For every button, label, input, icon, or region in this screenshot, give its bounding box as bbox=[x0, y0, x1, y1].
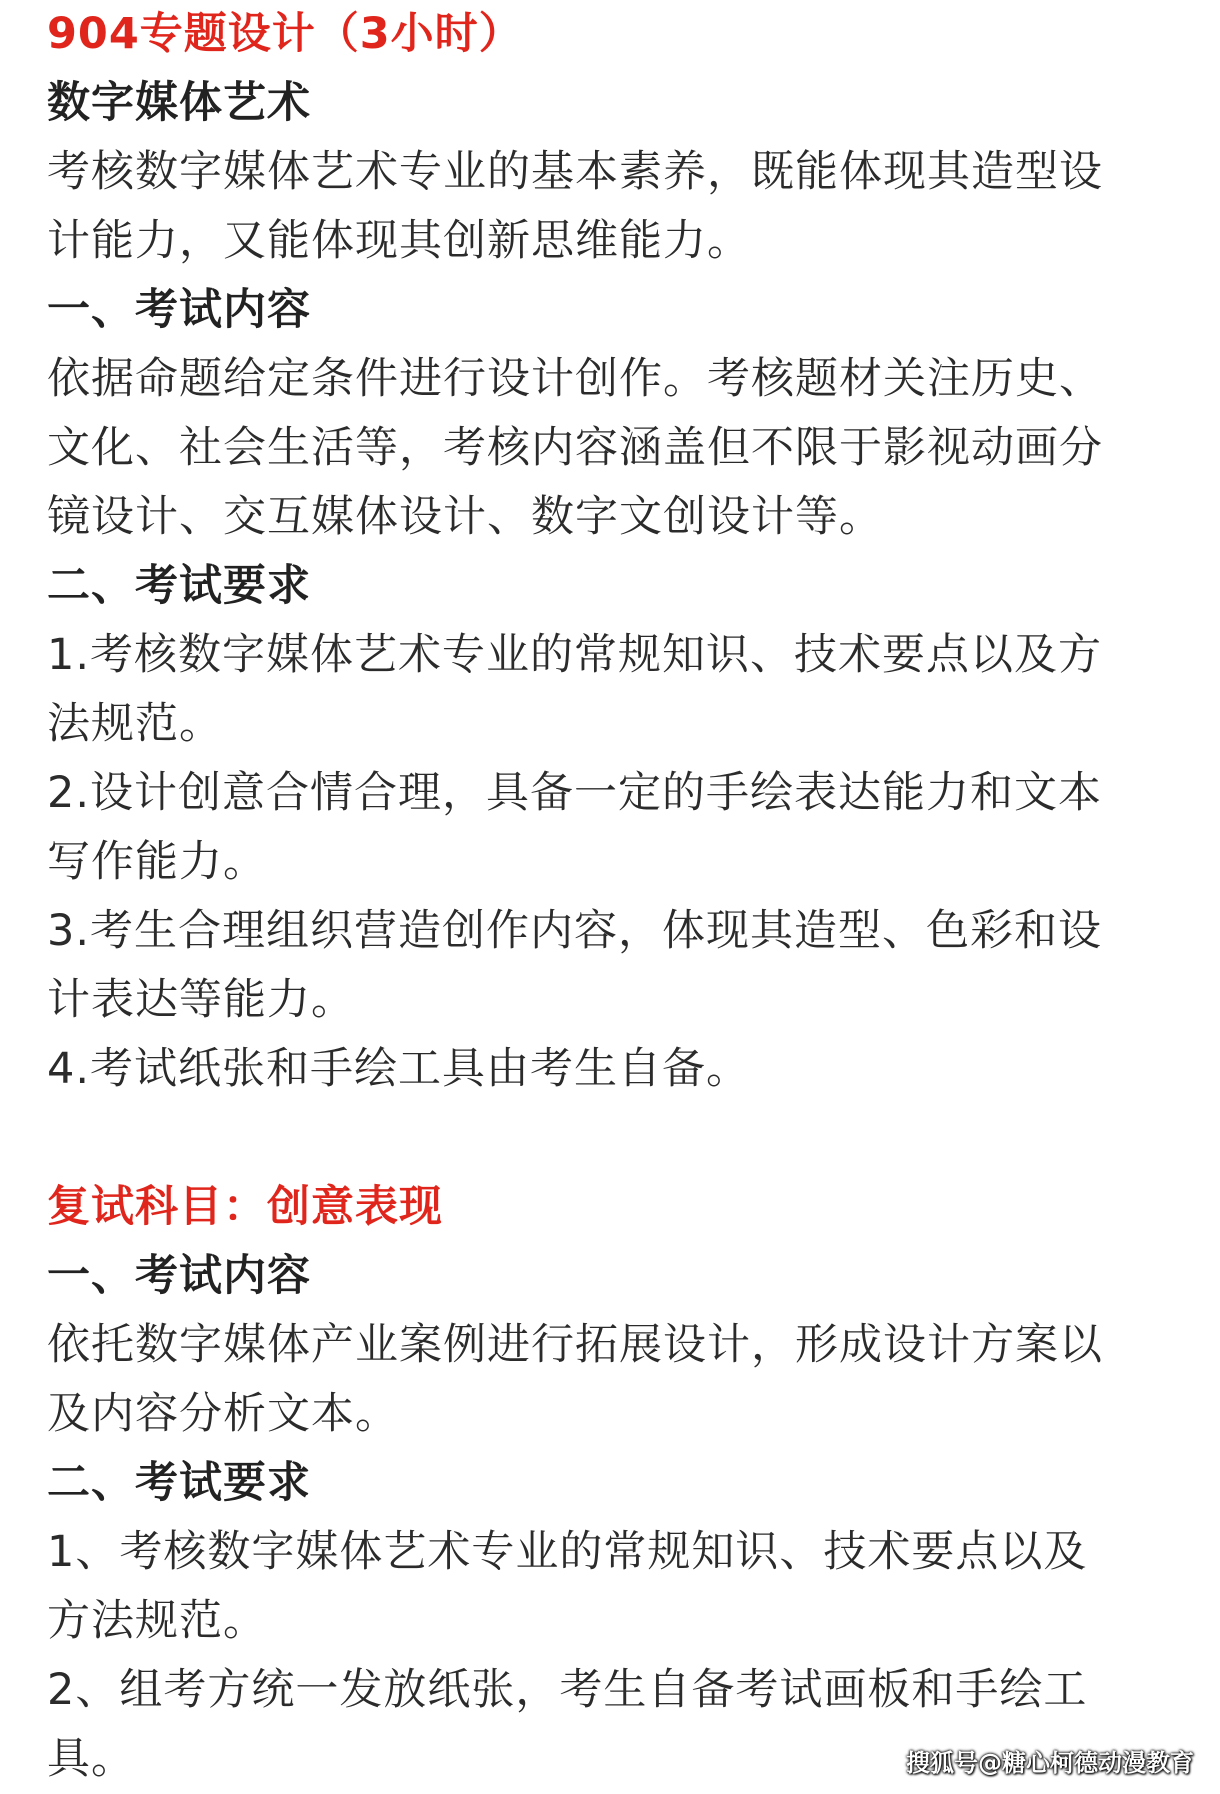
section-spacer bbox=[47, 1104, 1187, 1173]
requirement-line: 3.考生合理组织营造创作内容，体现其造型、色彩和设 bbox=[47, 906, 1103, 956]
requirements-heading: 二、考试要求 bbox=[47, 561, 311, 611]
content-heading: 一、考试内容 bbox=[47, 285, 311, 335]
requirement-line: 4.考试纸张和手绘工具由考生自备。 bbox=[47, 1044, 751, 1094]
intro-line: 考核数字媒体艺术专业的基本素养，既能体现其造型设 bbox=[47, 147, 1103, 197]
subject-heading: 数字媒体艺术 bbox=[47, 78, 311, 128]
content-line: 文化、社会生活等，考核内容涵盖但不限于影视动画分 bbox=[47, 423, 1103, 473]
intro-line: 计能力，又能体现其创新思维能力。 bbox=[47, 216, 751, 266]
document bbox=[47, 0, 1187, 1794]
requirement-line: 法规范。 bbox=[47, 699, 223, 749]
requirement-line: 2.设计创意合情合理，具备一定的手绘表达能力和文本 bbox=[47, 768, 1103, 818]
requirement-line: 方法规范。 bbox=[47, 1596, 267, 1646]
content-line: 依据命题给定条件进行设计创作。考核题材关注历史、 bbox=[47, 354, 1103, 404]
requirement-line: 1.考核数字媒体艺术专业的常规知识、技术要点以及方 bbox=[47, 630, 1103, 680]
content-heading: 一、考试内容 bbox=[47, 1251, 311, 1301]
exam-title: 904专题设计（3小时） bbox=[47, 9, 523, 59]
requirements-heading: 二、考试要求 bbox=[47, 1458, 311, 1508]
requirement-line: 1、考核数字媒体艺术专业的常规知识、技术要点以及 bbox=[47, 1527, 1088, 1577]
content-line: 镜设计、交互媒体设计、数字文创设计等。 bbox=[47, 492, 883, 542]
requirement-line: 写作能力。 bbox=[47, 837, 267, 887]
requirement-line: 具。 bbox=[47, 1734, 135, 1784]
requirement-line: 2、组考方统一发放纸张，考生自备考试画板和手绘工 bbox=[47, 1665, 1088, 1715]
watermark: 搜狐号@糖心柯德动漫教育 bbox=[906, 1749, 1194, 1777]
retest-title: 复试科目：创意表现 bbox=[47, 1182, 443, 1232]
content-line: 及内容分析文本。 bbox=[47, 1389, 399, 1439]
requirement-line: 计表达等能力。 bbox=[47, 975, 355, 1025]
content-line: 依托数字媒体产业案例进行拓展设计，形成设计方案以 bbox=[47, 1320, 1103, 1370]
